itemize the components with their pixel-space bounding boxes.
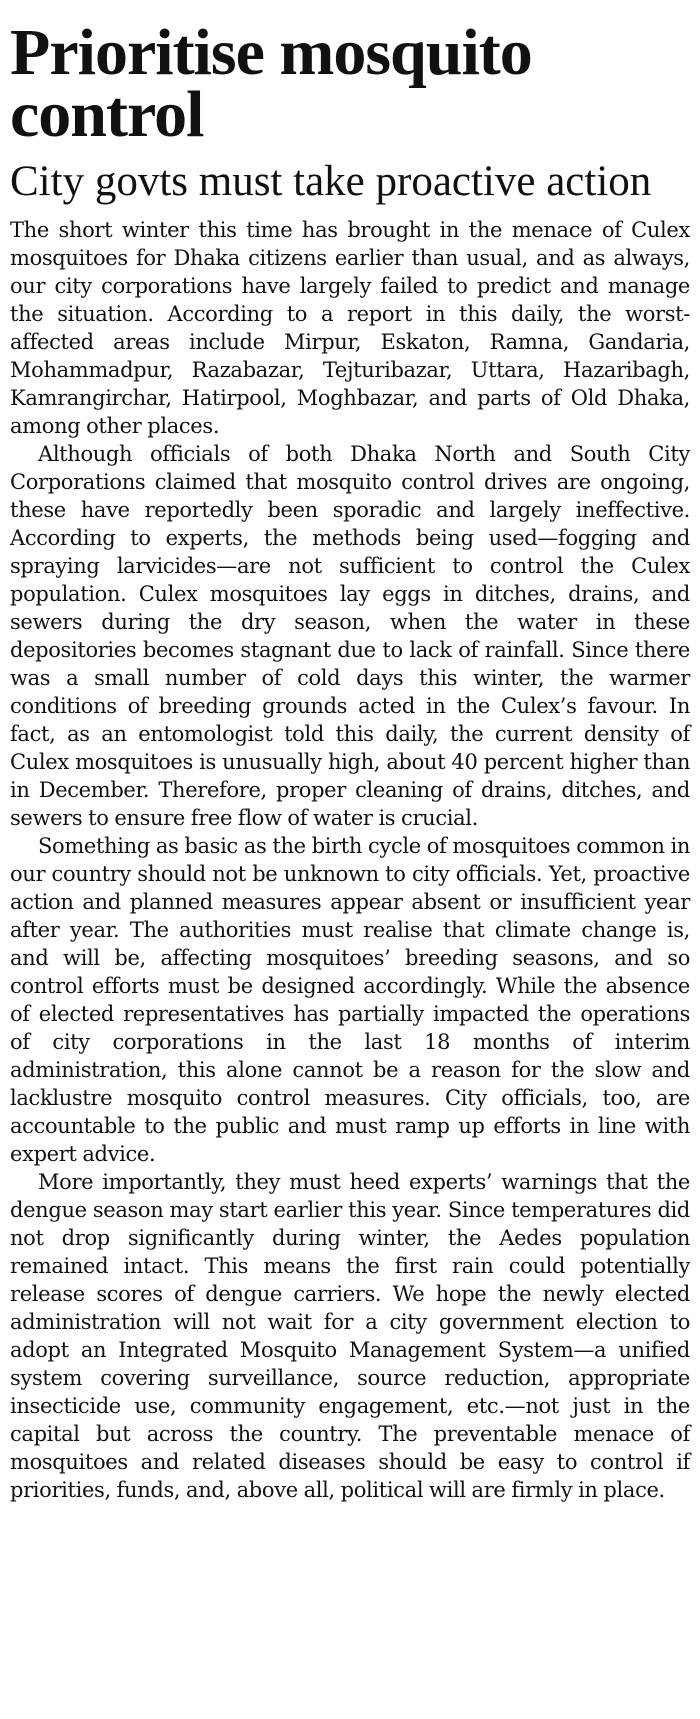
article-body (10, 216, 690, 1504)
headline: Prioritise mosquito control (10, 16, 532, 151)
paragraph-1: The short winter this time has brought in the menace of Culex mosquitoes for Dhaka citizens earlier than usual, and as always, our city corporations have largely failed to predict and manage the situation. According to a report in this daily, the worst-affected areas include Mirpur, Eskaton, Ramna, Gandaria, Mohammadpur, Razabazar, Tejturibazar, Uttara, Hazaribagh, Kamrangirchar, Hatirpool, Moghbazar, and parts of Old Dhaka, among other places. (10, 218, 690, 438)
paragraph-2: Although officials of both Dhaka North and South City Corporations claimed that mosquito control drives are ongoing, these have reportedly been sporadic and largely ineffective. According to experts, the methods being used—fogging and spraying larvicides—are not sufficient to control the Culex population. Culex mosquitoes lay eggs in ditches, drains, and sewers during the dry season, when the water in these depositories becomes stagnant due to lack of rainfall. Since there was a small number of cold days this winter, the warmer conditions of breeding grounds acted in the Culex’s favour. In fact, as an entomologist told this daily, the current density of Culex mosquitoes is unusually high, about 40 percent higher than in December. Therefore, proper cleaning of drains, ditches, and sewers to ensure free flow of water is crucial. (10, 442, 690, 830)
paragraph-3: Something as basic as the birth cycle of mosquitoes common in our country should not be unknown to city officials. Yet, proactive action and planned measures appear absent or insufficient year after year. The authorities must realise that climate change is, and will be, affecting mosquitoes’ breeding seasons, and so control efforts must be designed accordingly. While the absence of elected representatives has partially impacted the operations of city corporations in the last 18 months of interim administration, this alone cannot be a reason for the slow and lacklustre mosquito control measures. City officials, too, are accountable to the public and must ramp up efforts in line with expert advice. (10, 834, 690, 1166)
subheadline: City govts must take proactive action (10, 158, 652, 205)
paragraph-4: More importantly, they must heed experts’ warnings that the dengue season may start earlier this year. Since temperatures did not drop significantly during winter, the Aedes population remained intact. This means the first rain could potentially release scores of dengue carriers. We hope the newly elected administration will not wait for a city government election to adopt an Integrated Mosquito Management System—a unified system covering surveillance, source reduction, appropriate insecticide use, community engagement, etc.—not just in the capital but across the country. The preventable menace of mosquitoes and related diseases should be easy to control if priorities, funds, and, above all, political will are firmly in place. (10, 1170, 690, 1502)
editorial-article (0, 16, 700, 1719)
